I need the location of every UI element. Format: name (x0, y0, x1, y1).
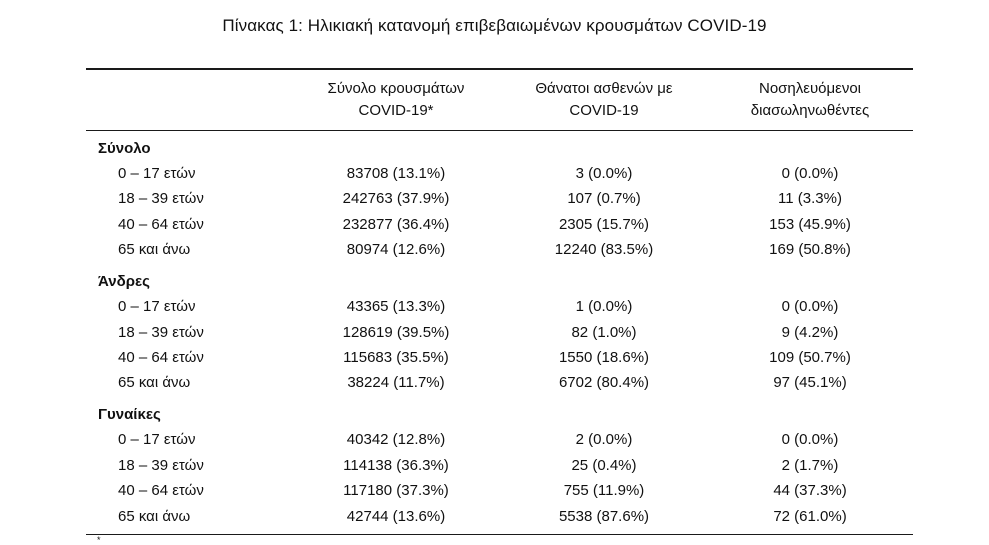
table-row (0, 190, 989, 214)
cases-cell: 117180 (37.3%) (343, 482, 449, 499)
table-row (0, 349, 989, 373)
table-row (0, 165, 989, 189)
age-label: 0 – 17 ετών (118, 298, 196, 315)
deaths-cell: 12240 (83.5%) (554, 241, 654, 258)
table-caption: Πίνακας 1: Ηλικιακή κατανομή επιβεβαιωμένων κρουσμάτων COVID-19 (222, 16, 767, 35)
cases-cell: 42744 (13.6%) (346, 508, 446, 525)
deaths-cell: 1 (0.0%) (575, 298, 633, 315)
column-header-deaths (514, 78, 694, 122)
age-label: 18 – 39 ετών (118, 457, 204, 474)
deaths-cell: 1550 (18.6%) (558, 349, 650, 366)
table-row (0, 324, 989, 348)
intubated-cell: 72 (61.0%) (773, 508, 847, 525)
age-label: 65 και άνω (118, 241, 191, 258)
deaths-cell: 2 (0.0%) (575, 431, 633, 448)
footnote-mark: * (97, 535, 101, 545)
intubated-cell: 109 (50.7%) (769, 349, 851, 366)
intubated-cell: 44 (37.3%) (773, 482, 847, 499)
intubated-cell: 2 (1.7%) (781, 457, 839, 474)
age-label: 40 – 64 ετών (118, 216, 204, 233)
column-header-deaths-line1: Θάνατοι ασθενών με (535, 80, 673, 97)
cases-cell: 232877 (36.4%) (342, 216, 450, 233)
column-header-deaths-line2: COVID-19 (569, 102, 639, 119)
table-row (0, 457, 989, 481)
cases-cell: 83708 (13.1%) (346, 165, 446, 182)
cases-cell: 128619 (39.5%) (342, 324, 450, 341)
intubated-cell: 169 (50.8%) (769, 241, 851, 258)
deaths-cell: 107 (0.7%) (567, 190, 641, 207)
deaths-cell: 3 (0.0%) (575, 165, 633, 182)
deaths-cell: 6702 (80.4%) (558, 374, 650, 391)
column-header-cases-line2: COVID-19* (358, 102, 434, 119)
cases-cell: 115683 (35.5%) (343, 349, 449, 366)
column-header-intubated-line1: Νοσηλευόμενοι (758, 80, 861, 97)
table-row (0, 241, 989, 265)
intubated-cell: 9 (4.2%) (781, 324, 839, 341)
deaths-cell: 82 (1.0%) (571, 324, 637, 341)
age-label: 0 – 17 ετών (118, 165, 196, 182)
table-row (0, 216, 989, 240)
cases-cell: 43365 (13.3%) (346, 298, 446, 315)
age-label: 0 – 17 ετών (118, 431, 196, 448)
table-top-rule (86, 68, 913, 70)
intubated-cell: 0 (0.0%) (781, 431, 839, 448)
deaths-cell: 25 (0.4%) (571, 457, 637, 474)
column-header-intubated (720, 78, 900, 122)
column-header-cases (306, 78, 486, 122)
group-title-men: Άνδρες (98, 273, 150, 290)
cases-cell: 114138 (36.3%) (343, 457, 449, 474)
intubated-cell: 0 (0.0%) (781, 165, 839, 182)
table-header-rule (86, 130, 913, 131)
deaths-cell: 2305 (15.7%) (558, 216, 650, 233)
intubated-cell: 0 (0.0%) (781, 298, 839, 315)
deaths-cell: 755 (11.9%) (563, 482, 645, 499)
cases-cell: 38224 (11.7%) (347, 374, 445, 391)
age-label: 65 και άνω (118, 374, 191, 391)
table-row (0, 482, 989, 506)
group-title-total: Σύνολο (98, 140, 151, 157)
column-header-cases-line1: Σύνολο κρουσμάτων (327, 80, 465, 97)
age-label: 65 και άνω (118, 508, 191, 525)
age-label: 40 – 64 ετών (118, 349, 204, 366)
cases-cell: 40342 (12.8%) (346, 431, 446, 448)
age-label: 18 – 39 ετών (118, 190, 204, 207)
table-row (0, 298, 989, 322)
table-bottom-rule (86, 534, 913, 535)
age-label: 40 – 64 ετών (118, 482, 204, 499)
deaths-cell: 5538 (87.6%) (558, 508, 650, 525)
intubated-cell: 11 (3.3%) (778, 190, 842, 207)
table-row (0, 431, 989, 455)
intubated-cell: 153 (45.9%) (769, 216, 851, 233)
group-title-women: Γυναίκες (98, 406, 161, 423)
cases-cell: 80974 (12.6%) (346, 241, 446, 258)
cases-cell: 242763 (37.9%) (342, 190, 450, 207)
intubated-cell: 97 (45.1%) (773, 374, 847, 391)
table-row (0, 374, 989, 398)
table-row (0, 508, 989, 532)
age-label: 18 – 39 ετών (118, 324, 204, 341)
column-header-intubated-line2: διασωληνωθέντες (750, 102, 870, 119)
